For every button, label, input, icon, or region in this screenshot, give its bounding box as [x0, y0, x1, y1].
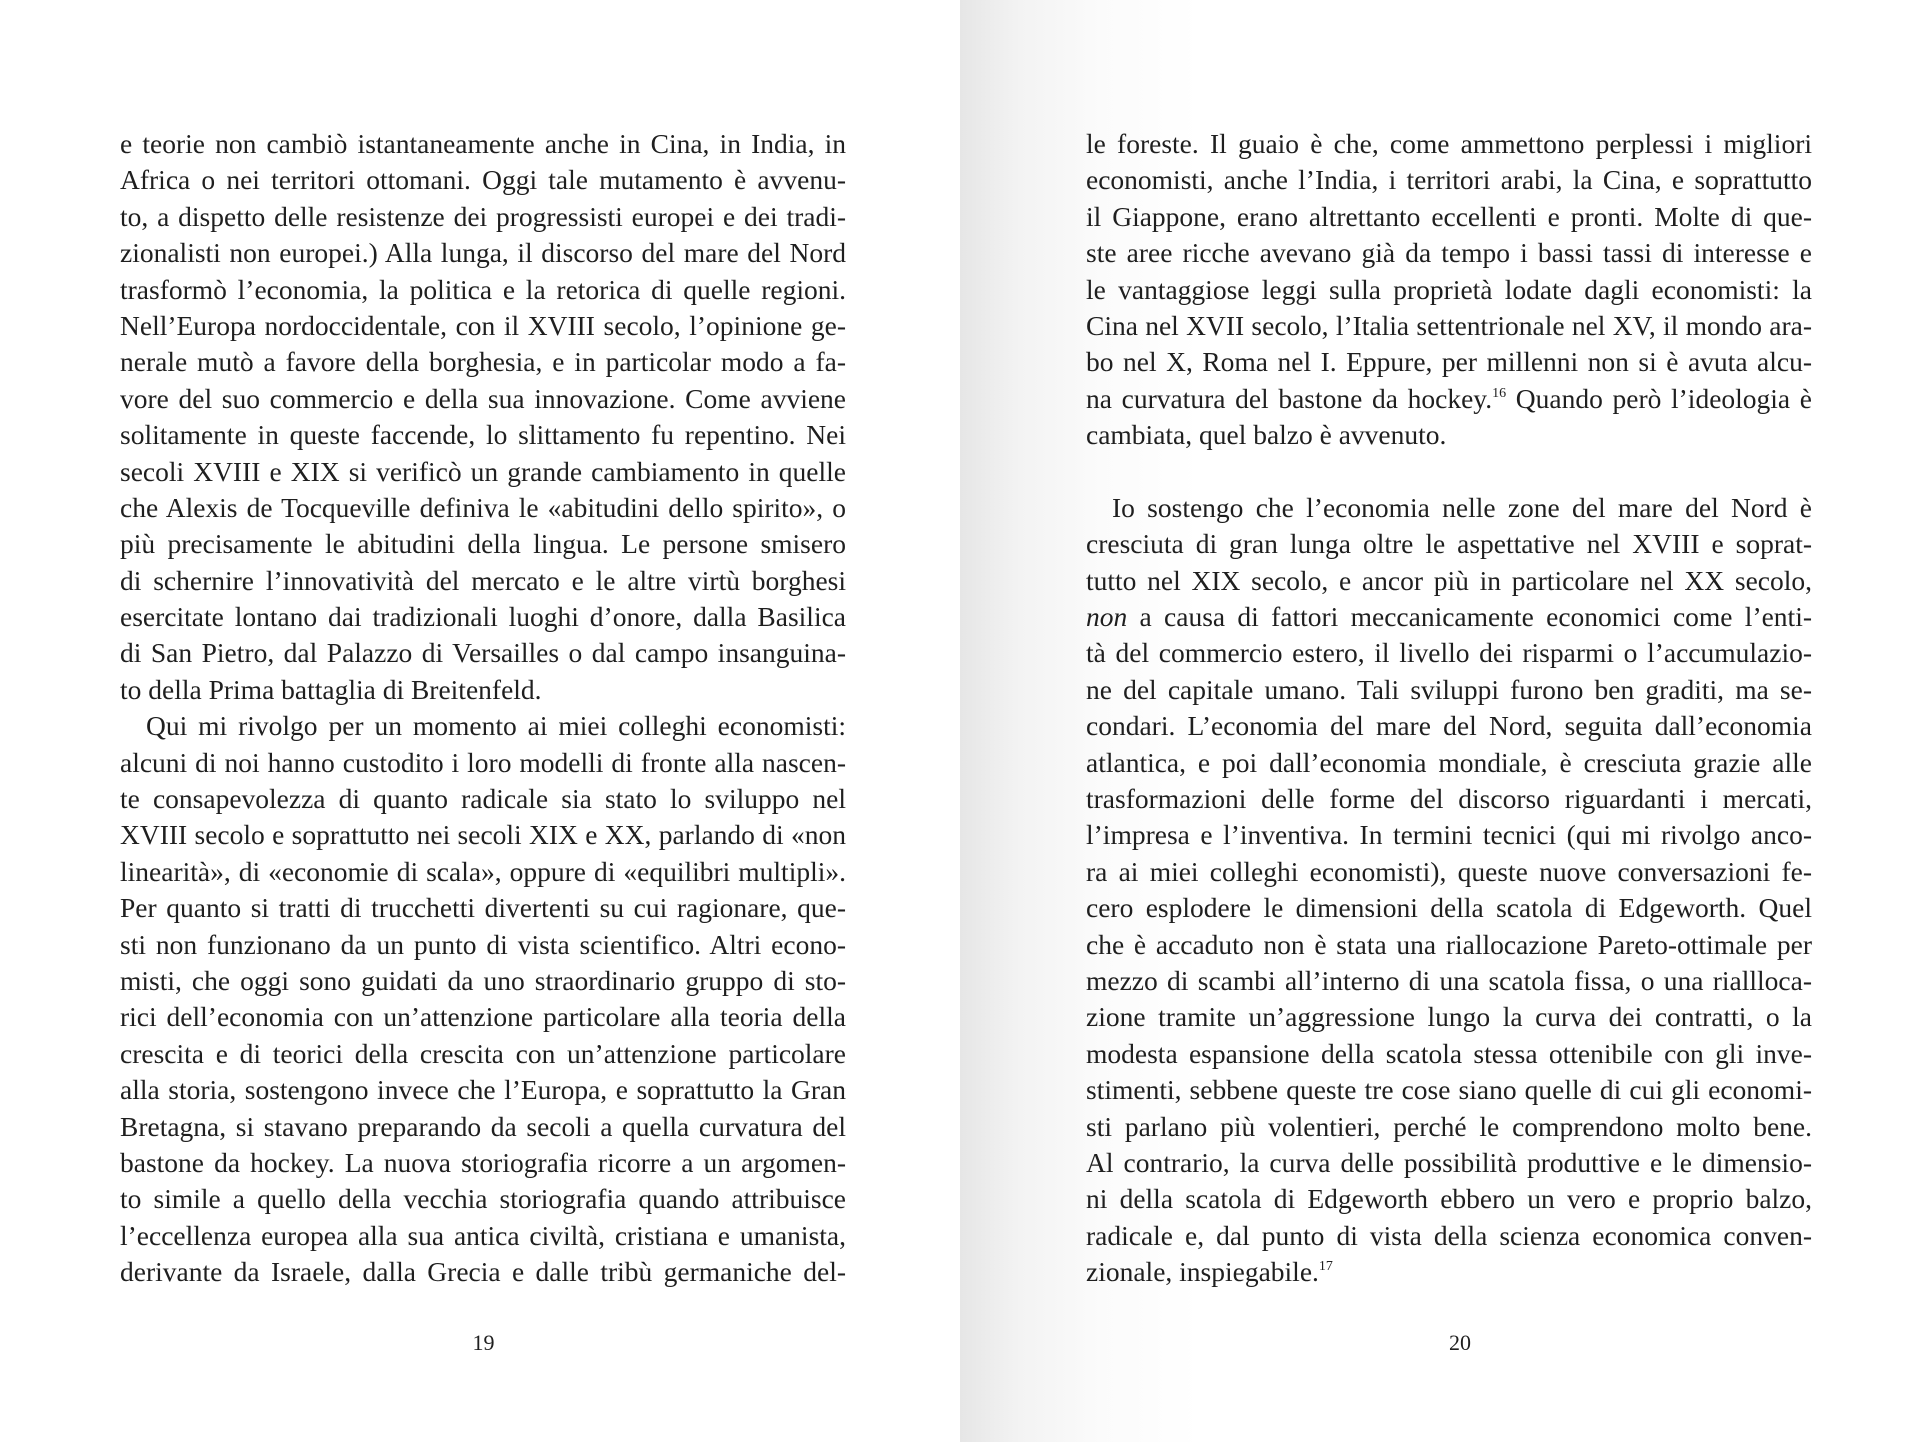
text-line: Per quanto si tratti di trucchetti divertenti su cui ragionare, que-	[120, 892, 846, 924]
text-line: cresciuta di gran lunga oltre le aspettative nel XVIII e soprat-	[1086, 528, 1812, 560]
text-line: Nell’Europa nordoccidentale, con il XVIII secolo, l’opinione ge-	[120, 309, 846, 341]
text-line	[1086, 1254, 1812, 1290]
text-line: to della Prima battaglia di Breitenfeld.	[120, 673, 542, 705]
text-line: sti non funzionano da un punto di vista scientifico. Altri econo-	[120, 928, 846, 960]
right-page-text	[1086, 126, 1812, 1291]
text-line: tutto nel XIX secolo, e ancor più in particolare nel XX secolo,	[1086, 564, 1812, 596]
text-line: linearità», di «economie di scala», oppure di «equilibri multipli».	[120, 855, 846, 887]
text-line: tà del commercio estero, il livello dei risparmi o l’accumulazio-	[1086, 637, 1812, 669]
text-line: Bretagna, si stavano preparando da secoli a quella curvatura del	[120, 1110, 846, 1142]
text-line: che è accaduto non è stata una riallocazione Pareto-ottimale per	[1086, 928, 1812, 960]
paragraph-gap	[1086, 454, 1812, 490]
paragraph	[120, 126, 846, 708]
text-line: te consapevolezza di quanto radicale sia stato lo sviluppo nel	[120, 783, 846, 815]
text-line: alcuni di noi hanno custodito i loro modelli di fronte alla nascen-	[120, 746, 846, 778]
text-line: di schernire l’innovatività del mercato e le altre virtù borghesi	[120, 564, 846, 596]
page-number-left: 19	[472, 1330, 495, 1355]
text-line: zionalisti non europei.) Alla lunga, il discorso del mare del Nord	[120, 237, 846, 269]
text-line: trasformò l’economia, la politica e la retorica di quelle regioni.	[120, 273, 846, 305]
text-line: bo nel X, Roma nel I. Eppure, per millenni non si è avuta alcu-	[1086, 346, 1812, 378]
text-line: ni della scatola di Edgeworth ebbero un vero e proprio balzo,	[1086, 1183, 1812, 1215]
text-line: bastone da hockey. La nuova storiografia ricorre a un argomen-	[120, 1146, 846, 1178]
text-line	[1086, 381, 1812, 417]
text-line: derivante da Israele, dalla Grecia e dalle tribù germaniche del-	[120, 1256, 846, 1288]
text-line: zione tramite un’aggressione lungo la curva dei contratti, o la	[1086, 1001, 1812, 1033]
text-line: ste aree ricche avevano già da tempo i bassi tassi di interesse e	[1086, 237, 1812, 269]
text-line: XVIII secolo e soprattutto nei secoli XIX e XX, parlando di «non	[120, 819, 846, 851]
text-fragment: Quando però l’ideologia è	[1506, 382, 1812, 414]
italic-word: non	[1086, 601, 1128, 633]
text-line: l’impresa e l’inventiva. In termini tecnici (qui mi rivolgo anco-	[1086, 819, 1812, 851]
text-line: condari. L’economia del mare del Nord, seguita dall’economia	[1086, 710, 1812, 742]
right-page	[960, 0, 1920, 1442]
footnote-ref: 16	[1492, 385, 1507, 401]
text-line: esercitate lontano dai tradizionali luoghi d’onore, dalla Basilica	[120, 601, 846, 633]
text-line: Io sostengo che l’economia nelle zone del mare del Nord è	[1112, 491, 1812, 523]
text-line: il Giappone, erano altrettanto eccellenti e pronti. Molte di que-	[1086, 200, 1812, 232]
text-line: radicale e, dal punto di vista della scienza economica conven-	[1086, 1219, 1812, 1251]
text-line: stimenti, sebbene queste tre cose siano quelle di cui gli economi-	[1086, 1074, 1812, 1106]
text-line: cambiata, quel balzo è avvenuto.	[1086, 419, 1447, 451]
text-line: economisti, anche l’India, i territori arabi, la Cina, e soprattutto	[1086, 164, 1812, 196]
text-line: le vantaggiose leggi sulla proprietà lodate dagli economisti: la	[1086, 273, 1812, 305]
text-line: e teorie non cambiò istantaneamente anche in Cina, in India, in	[120, 128, 846, 159]
paragraph	[1086, 126, 1812, 381]
left-page-text	[120, 126, 846, 1291]
text-line: Al contrario, la curva delle possibilità produttive e le dimensio-	[1086, 1146, 1812, 1178]
paragraph-continued	[1086, 635, 1812, 1254]
paragraph	[1086, 490, 1812, 599]
text-line	[1086, 599, 1812, 635]
text-fragment: a causa di fattori meccanicamente economici come l’enti-	[1127, 601, 1812, 633]
text-line: to, a dispetto delle resistenze dei progressisti europei e dei tradi-	[120, 200, 846, 232]
paragraph	[120, 708, 846, 1290]
text-line: atlantica, e poi dall’economia mondiale, è cresciuta grazie alle	[1086, 746, 1812, 778]
text-line: solitamente in queste faccende, lo slittamento fu repentino. Nei	[120, 419, 846, 451]
text-line: ra ai miei colleghi economisti), queste nuove conversazioni fe-	[1086, 855, 1812, 887]
text-line: Africa o nei territori ottomani. Oggi tale mutamento è avvenu-	[120, 164, 846, 196]
text-line: modesta espansione della scatola stessa ottenibile con gli inve-	[1086, 1037, 1812, 1069]
text-line: nerale mutò a favore della borghesia, e in particolar modo a fa-	[120, 346, 846, 378]
text-line: ne del capitale umano. Tali sviluppi furono ben graditi, ma se-	[1086, 673, 1812, 705]
text-line: sti parlano più volentieri, perché le comprendono molto bene.	[1086, 1110, 1812, 1142]
text-fragment: zionale, inspiegabile.	[1086, 1256, 1319, 1288]
text-line: mezzo di scambi all’interno di una scatola fissa, o una riallloca-	[1086, 964, 1812, 996]
text-line: Qui mi rivolgo per un momento ai miei colleghi economisti:	[146, 710, 846, 742]
text-line: rici dell’economia con un’attenzione particolare alla teoria della	[120, 1001, 846, 1033]
text-line: alla storia, sostengono invece che l’Europa, e soprattutto la Gran	[120, 1074, 846, 1106]
text-line: cero esplodere le dimensioni della scatola di Edgeworth. Quel	[1086, 892, 1812, 924]
page-number-right: 20	[1449, 1330, 1471, 1355]
text-line: secoli XVIII e XIX si verificò un grande cambiamento in quelle	[120, 455, 846, 487]
text-line: più precisamente le abitudini della lingua. Le persone smisero	[120, 528, 846, 560]
text-line: misti, che oggi sono guidati da uno straordinario gruppo di sto-	[120, 964, 846, 996]
text-line: to simile a quello della vecchia storiografia quando attribuisce	[120, 1183, 846, 1215]
text-line: vore del suo commercio e della sua innovazione. Come avviene	[120, 382, 846, 414]
text-fragment: na curvatura del bastone da hockey.	[1086, 382, 1493, 414]
text-line: le foreste. Il guaio è che, come ammettono perplessi i migliori	[1086, 128, 1812, 159]
text-line: Cina nel XVII secolo, l’Italia settentrionale nel XV, il mondo ara-	[1086, 309, 1812, 341]
text-line: trasformazioni delle forme del discorso riguardanti i mercati,	[1086, 783, 1812, 815]
footnote-ref: 17	[1318, 1259, 1333, 1275]
text-line: l’eccellenza europea alla sua antica civiltà, cristiana e umanista,	[120, 1219, 846, 1251]
text-line: di San Pietro, dal Palazzo di Versailles o dal campo insanguina-	[120, 637, 846, 669]
text-line: che Alexis de Tocqueville definiva le «abitudini dello spirito», o	[120, 491, 846, 523]
text-line: crescita e di teorici della crescita con un’attenzione particolare	[120, 1037, 846, 1069]
